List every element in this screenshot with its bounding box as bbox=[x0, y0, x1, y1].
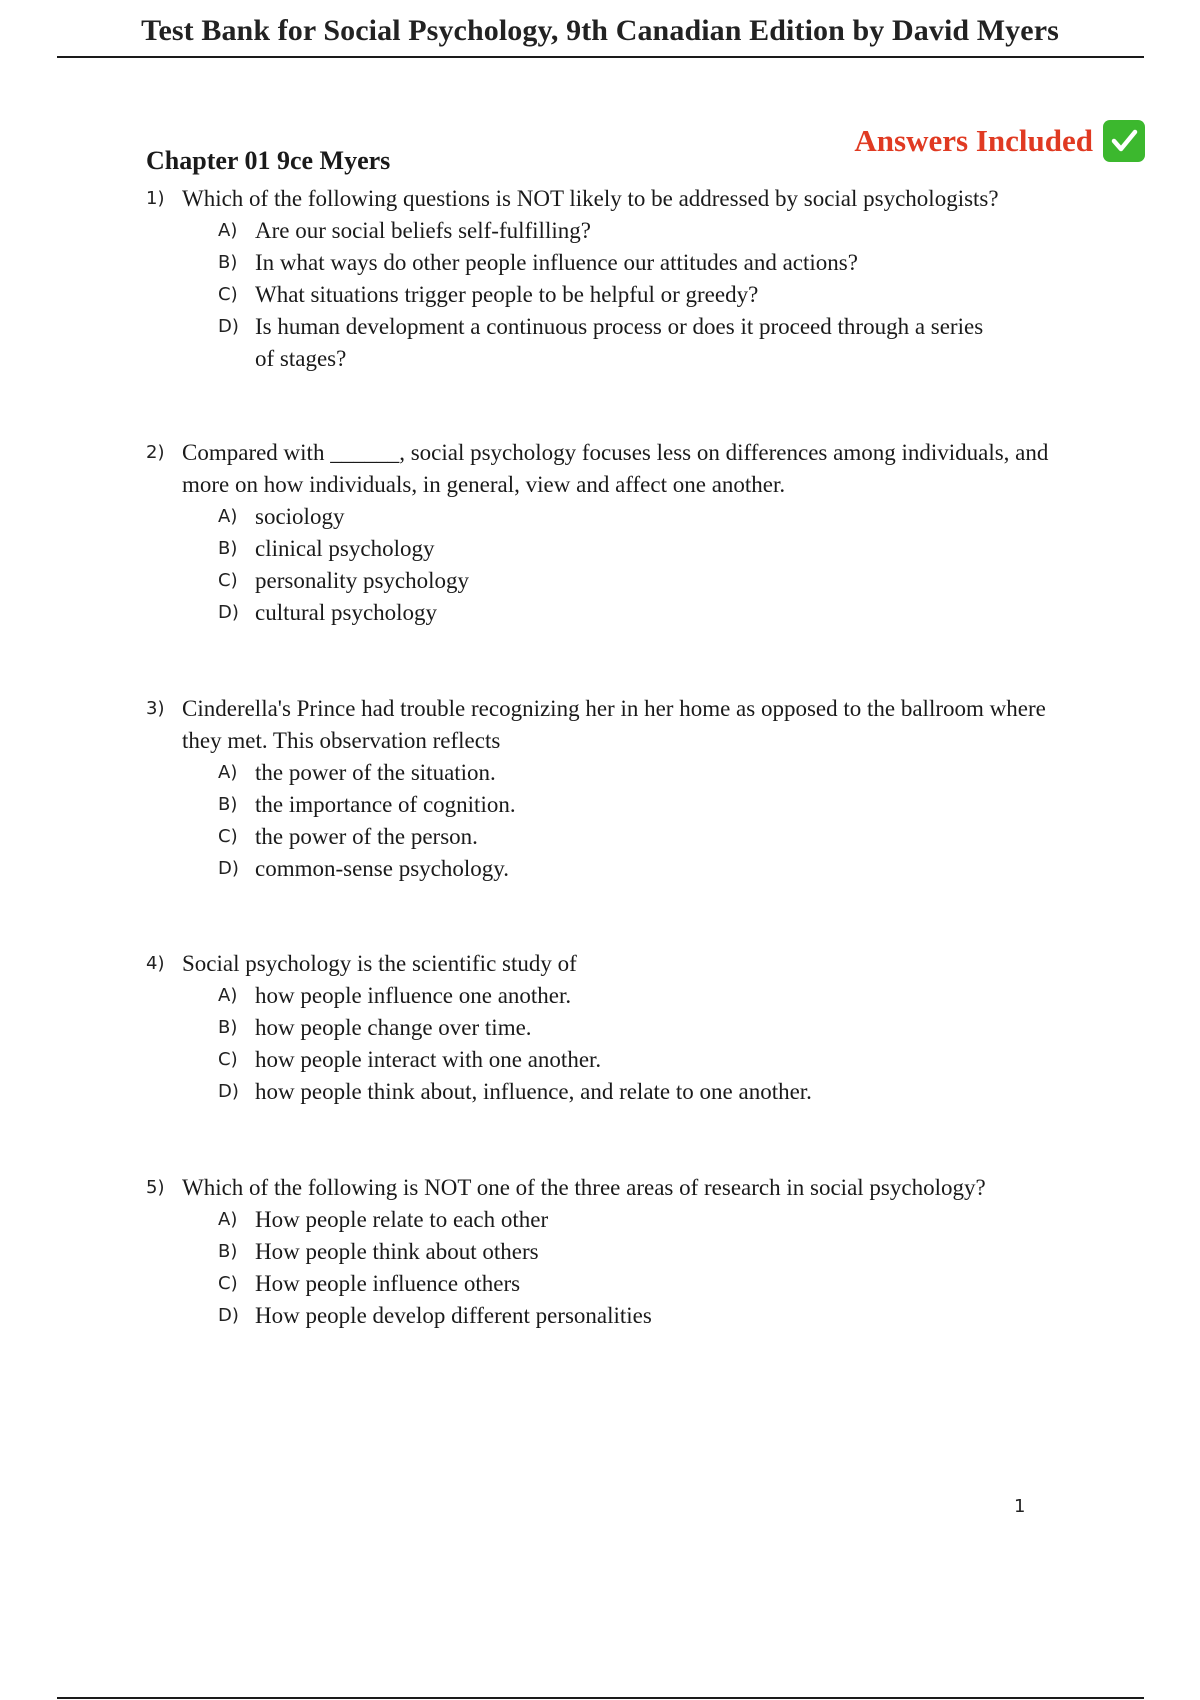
answer-option-d bbox=[146, 597, 1076, 629]
question-text: Social psychology is the scientific study of bbox=[182, 951, 577, 976]
option-text: how people change over time. bbox=[255, 1015, 532, 1040]
document-title: Test Bank for Social Psychology, 9th Canadian Edition by David Myers bbox=[141, 14, 1059, 47]
option-text: the power of the situation. bbox=[255, 760, 496, 785]
option-text: In what ways do other people influence our attitudes and actions? bbox=[255, 250, 858, 275]
question-number: 2) bbox=[146, 442, 165, 463]
answer-option-c bbox=[146, 1268, 1076, 1300]
answers-included-badge bbox=[854, 120, 1145, 162]
answer-option-a bbox=[146, 501, 1076, 533]
option-letter: D) bbox=[218, 858, 239, 879]
question-1 bbox=[146, 183, 1076, 375]
option-letter: A) bbox=[218, 220, 238, 241]
question-text: Cinderella's Prince had trouble recognizing her in her home as opposed to the ballroom where they met. This observation reflects bbox=[182, 696, 1046, 753]
option-text: Is human development a continuous process or does it proceed through a series of stages? bbox=[255, 314, 984, 371]
option-letter: C) bbox=[218, 1049, 238, 1070]
option-letter: D) bbox=[218, 1081, 239, 1102]
option-letter: B) bbox=[218, 794, 238, 815]
question-4 bbox=[146, 948, 1076, 1108]
answer-options bbox=[146, 215, 1076, 375]
question-number: 4) bbox=[146, 953, 165, 974]
page-number: 1 bbox=[1014, 1496, 1026, 1517]
answer-option-a bbox=[146, 757, 1076, 789]
answer-option-d bbox=[146, 1076, 1076, 1108]
answer-option-a bbox=[146, 1204, 1076, 1236]
answer-options bbox=[146, 757, 1076, 885]
question-number: 5) bbox=[146, 1177, 165, 1198]
option-text: How people relate to each other bbox=[255, 1207, 549, 1232]
option-letter: A) bbox=[218, 985, 238, 1006]
option-text: the importance of cognition. bbox=[255, 792, 516, 817]
answer-option-b bbox=[146, 533, 1076, 565]
footer-divider bbox=[57, 1697, 1144, 1699]
answer-option-a bbox=[146, 215, 1076, 247]
answer-option-c bbox=[146, 821, 1076, 853]
option-text: how people influence one another. bbox=[255, 983, 572, 1008]
option-letter: C) bbox=[218, 284, 238, 305]
option-text: common-sense psychology. bbox=[255, 856, 510, 881]
answer-option-d bbox=[146, 853, 1076, 885]
option-letter: C) bbox=[218, 826, 238, 847]
question-text: Which of the following is NOT one of the three areas of research in social psychology? bbox=[182, 1175, 986, 1200]
option-letter: C) bbox=[218, 1273, 238, 1294]
answer-option-a bbox=[146, 980, 1076, 1012]
option-text: sociology bbox=[255, 504, 345, 529]
answer-option-c bbox=[146, 1044, 1076, 1076]
chapter-heading: Chapter 01 9ce Myers bbox=[146, 146, 391, 175]
option-letter: C) bbox=[218, 570, 238, 591]
option-letter: D) bbox=[218, 1305, 239, 1326]
option-letter: B) bbox=[218, 1017, 238, 1038]
answer-option-b bbox=[146, 789, 1076, 821]
option-text: the power of the person. bbox=[255, 824, 478, 849]
question-text: Which of the following questions is NOT likely to be addressed by social psychologists? bbox=[182, 186, 999, 211]
question-3 bbox=[146, 693, 1076, 885]
option-text: Are our social beliefs self-fulfilling? bbox=[255, 218, 591, 243]
option-letter: B) bbox=[218, 1241, 238, 1262]
option-text: What situations trigger people to be helpful or greedy? bbox=[255, 282, 759, 307]
answer-options bbox=[146, 501, 1076, 629]
question-5 bbox=[146, 1172, 1076, 1332]
option-text: how people interact with one another. bbox=[255, 1047, 602, 1072]
answers-included-label: Answers Included bbox=[854, 123, 1093, 158]
answer-options bbox=[146, 980, 1076, 1108]
answer-option-d bbox=[146, 1300, 1076, 1332]
question-number: 1) bbox=[146, 188, 165, 209]
question-2 bbox=[146, 437, 1076, 629]
question-text: Compared with ______, social psychology focuses less on differences among individuals, and more on how individuals, in general, view and affect one another. bbox=[182, 440, 1049, 497]
option-text: How people influence others bbox=[255, 1271, 521, 1296]
option-letter: D) bbox=[218, 316, 239, 337]
option-text: clinical psychology bbox=[255, 536, 435, 561]
question-number: 3) bbox=[146, 698, 165, 719]
option-letter: D) bbox=[218, 602, 239, 623]
header-divider bbox=[57, 56, 1144, 58]
option-letter: A) bbox=[218, 762, 238, 783]
answer-option-c bbox=[146, 279, 1076, 311]
option-text: how people think about, influence, and relate to one another. bbox=[255, 1079, 812, 1104]
answer-option-c bbox=[146, 565, 1076, 597]
answer-option-b bbox=[146, 247, 1076, 279]
option-letter: A) bbox=[218, 506, 238, 527]
check-mark-icon bbox=[1103, 120, 1145, 162]
option-letter: A) bbox=[218, 1209, 238, 1230]
option-letter: B) bbox=[218, 538, 238, 559]
answer-options bbox=[146, 1204, 1076, 1332]
option-text: cultural psychology bbox=[255, 600, 438, 625]
answer-option-b bbox=[146, 1236, 1076, 1268]
option-letter: B) bbox=[218, 252, 238, 273]
answer-option-d bbox=[146, 311, 1076, 375]
option-text: How people develop different personalities bbox=[255, 1303, 652, 1328]
option-text: How people think about others bbox=[255, 1239, 539, 1264]
option-text: personality psychology bbox=[255, 568, 469, 593]
answer-option-b bbox=[146, 1012, 1076, 1044]
